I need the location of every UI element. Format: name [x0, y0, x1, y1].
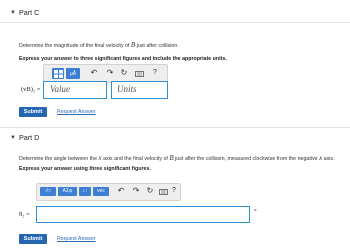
divider — [0, 127, 350, 128]
keyboard-icon — [135, 71, 144, 77]
help-icon[interactable]: ? — [172, 187, 176, 194]
undo-icon[interactable]: ↶ — [90, 68, 98, 77]
part-d-instruction: Express your answer using three significant figures. — [19, 166, 151, 172]
divider — [0, 22, 350, 23]
collapse-caret-icon[interactable]: ▼ — [10, 10, 16, 16]
part-d-request-answer-link[interactable]: Request Answer — [57, 236, 96, 242]
units-input[interactable] — [111, 81, 168, 99]
part-d-title[interactable]: Part D — [19, 133, 40, 142]
part-c-request-answer-link[interactable]: Request Answer — [57, 109, 96, 115]
templates-button[interactable] — [52, 68, 64, 79]
arrows-button[interactable]: ↓↑ — [79, 187, 91, 196]
part-c-prompt: Determine the magnitude of the final velocity of B just after collision. — [19, 41, 179, 49]
value-input[interactable] — [43, 81, 107, 99]
part-c-submit-button[interactable]: Submit — [19, 107, 47, 117]
greek-symbols-button[interactable]: ΑΣφ — [58, 187, 77, 196]
templates-icon — [54, 70, 63, 78]
sqrt-template-button[interactable]: √□ — [40, 187, 56, 196]
part-d-submit-button[interactable]: Submit — [19, 234, 47, 244]
help-icon[interactable]: ? — [153, 69, 157, 76]
part-c-title[interactable]: Part C — [19, 8, 40, 17]
collapse-caret-icon[interactable]: ▼ — [10, 135, 16, 141]
vector-button[interactable]: vec — [93, 187, 109, 196]
units-button[interactable] — [66, 68, 80, 79]
reset-icon[interactable]: ↻ — [120, 68, 128, 77]
keyboard-button[interactable] — [158, 188, 168, 195]
keyboard-button[interactable] — [134, 70, 144, 77]
reset-icon[interactable]: ↻ — [146, 186, 154, 195]
value-placeholder: Value — [50, 84, 70, 94]
units-icon: μÅ — [69, 70, 77, 77]
part-d-prompt: Determine the angle between the x axis and the final velocity of B just after the collision, measured clockwise from the negative x axis. — [19, 154, 335, 162]
part-d-answer-label: θ₂ = — [19, 211, 30, 218]
redo-icon[interactable]: ↷ — [106, 68, 114, 77]
redo-icon[interactable]: ↷ — [132, 186, 140, 195]
part-d-toolbar — [36, 183, 181, 201]
units-placeholder: Units — [117, 84, 137, 94]
keyboard-icon — [159, 189, 168, 195]
part-c-answer-label: (vB)₂ = — [21, 86, 41, 93]
part-c-instruction: Express your answer to three significant figures and include the appropriate units. — [19, 56, 227, 62]
undo-icon[interactable]: ↶ — [117, 186, 125, 195]
degree-unit: ° — [254, 208, 257, 215]
angle-input[interactable] — [36, 206, 250, 223]
